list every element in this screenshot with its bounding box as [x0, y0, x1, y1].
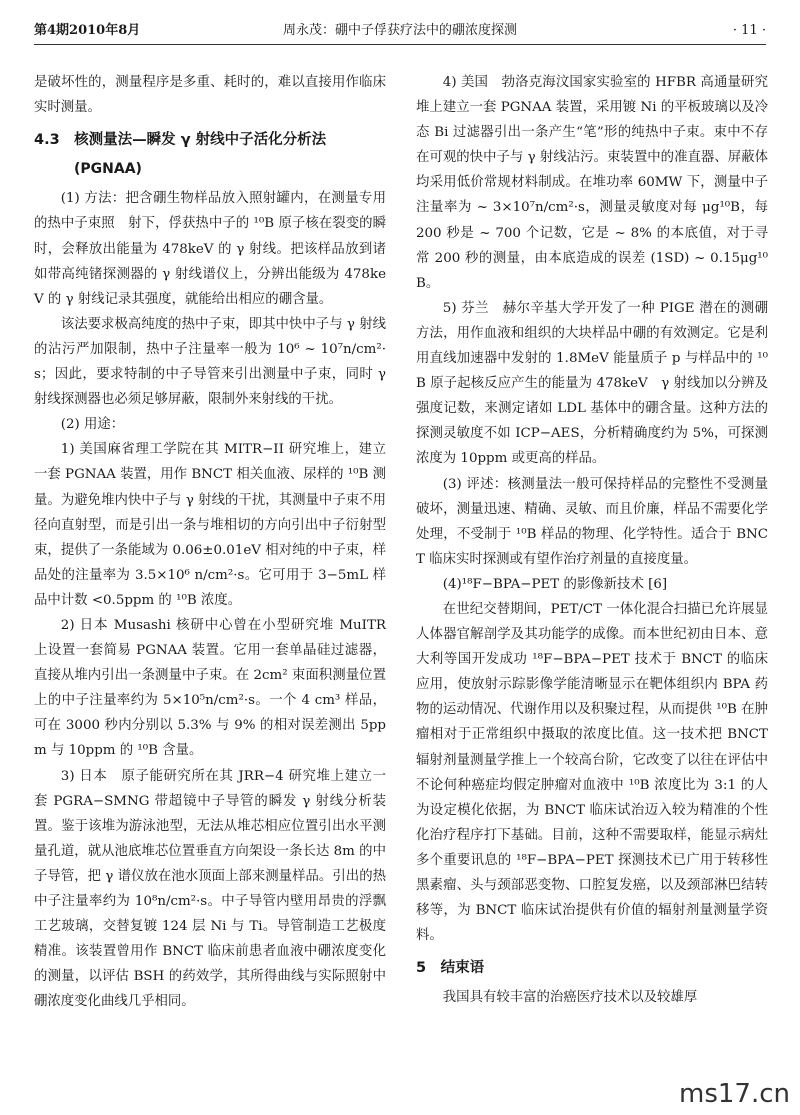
paragraph: 4) 美国 勃洛克海汶国家实验室的 HFBR 高通量研究堆上建立一套 PGNAA 装置，采用镀 Ni 的平板玻璃以及冷态 Bi 过滤器引出一条产生“笔”形的纯热中子束。束中不存在可观的快中子与 γ 射线沾污。束装置中的准直器、屏蔽体均采用低价常规材料制成。在堆功率 60MW 下，测量中子注量率为 ~ 3×10⁷n/cm²·s，测量灵敏度对每 μg¹⁰B，每 200 秒是 ~ 700 个记数，它是 ~ 8% 的本底值，对于寻常 200 秒的测量，由本底造成的误差 (1SD) ~ 0.15μg¹⁰B。	[416, 75, 768, 291]
paragraph: (2) 用途：	[60, 417, 125, 433]
paragraph: 在世纪交替期间，PET/CT 一体化混合扫描已允许展显人体器官解剖学及其功能学的成像。而本世纪初由日本、意大利等国开发成功 ¹⁸F−BPA−PET 技术于 BNCT 的临床应用，使放射示踪影像学能清晰显示在靶体组织内 BPA 药物的运动情况、代谢作用以及积聚过程，从而提供 ¹⁰B 在肿瘤相对于正常组织中摄取的浓度比值。这一技术把 BNCT 辐射剂量测量学推上一个较高台阶，它改变了以往在评估中不论何种癌症均假定肿瘤对血液中 ¹⁰B 浓度比为 3:1 的人为设定模化依据，为 BNCT 临床试治迈入较为精准的个性化治疗程序打下基础。目前，这种不需要取样，能显示病灶多个重要讯息的 ¹⁸F−BPA−PET 探测技术已广用于转移性黑素瘤、头与颈部恶变物、口腔复发癌，以及颈部淋巴结转移等，为 BNCT 临床试治提供有价值的辐射剂量测量学资料。	[416, 601, 768, 944]
paragraph: 3) 日本 原子能研究所在其 JRR−4 研究堆上建立一套 PGRA−SMNG 带超镜中子导管的瞬发 γ 射线分析装置。鉴于该堆为游泳池型，无法从堆芯相应位置引出水平测量孔道，就从池底堆芯位置垂直方向架设一条长达 8m 的中子导管，把 γ 谱仪放在池水顶面上部来测量样品。引出的热中子注量率约为 10⁸n/cm²·s。中子导管内壁用昂贵的浮飘工艺玻璃，交替复镀 124 层 Ni 与 Ti。导管制造工艺极度精准。该装置曾用作 BNCT 临床前患者血液中硼浓度变化的测量，以评估 BSH 的药效学，其所得曲线与实际照射中硼浓度变化曲线几乎相同。	[34, 768, 386, 1010]
section-heading: 4.3 核测量法—瞬发 γ 射线中子活化分析法	[34, 132, 327, 149]
watermark-text: ms17.cn	[679, 1079, 790, 1109]
paragraph: 1) 美国麻省理工学院在其 MITR−II 研究堆上，建立一套 PGNAA 装置，用作 BNCT 相关血液、尿样的 ¹⁰B 测量。为避免堆内快中子与 γ 射线的干扰，其测量中子束不用径向直射型，而是引出一条与堆相切的方向引出中子衍射型束，提供了一条能域为 0.06±0.01eV 相对纯的中子束，样品处的注量率为 3.5×10⁶ n/cm²·s。它可用于 3−5mL 样品中计数 <0.5ppm 的 ¹⁰B 浓度。	[34, 442, 386, 608]
paragraph: (1) 方法：把含硼生物样品放入照射罐内，在测量专用的热中子束照 射下，俘获热中子的 ¹⁰B 原子核在裂变的瞬时，会释放出能量为 478keV 的 γ 射线。把该样品放到诸如带高纯锗探测器的 γ 射线谱仪上，分辨出能级为 478keV 的 γ 射线记录其强度，就能给出相应的硼含量。	[34, 191, 386, 307]
section-heading: (PGNAA)	[74, 161, 142, 178]
page-number: · 11 ·	[732, 23, 766, 38]
issue-label: 第4期2010年8月	[34, 23, 141, 38]
paragraph: 5) 芬兰 赫尔辛基大学开发了一种 PIGE 潜在的测硼方法，用作血液和组织的大块样品中硼的有效测定。它是利用直线加速器中发射的 1.8MeV 能量质子 p 与样品中的 ¹⁰B 原子起核反应产生的能量为 478keV γ 射线加以分辨及强度记数，来测定诸如 LDL 基体中的硼含量。这种方法的探测灵敏度不如 ICP−AES，分析精确度约为 5%，可探测浓度为 10ppm 或更高的样品。	[416, 300, 768, 467]
running-header	[34, 18, 766, 45]
paragraph: (4)¹⁸F−BPA−PET 的影像新技术 [6]	[442, 576, 668, 592]
section-heading: 5 结束语	[416, 960, 485, 977]
paragraph: 是破坏性的，测量程序是多重、耗时的，难以直接用作临床实时测量。	[34, 75, 386, 116]
paragraph: (3) 评述：核测量法一般可保持样品的完整性不受测量破坏，测量迅速、精确、灵敏、而且价廉，样品不需要化学处理，不受制于 ¹⁰B 样品的物理、化学特性。适合于 BNCT 临床实时探测或有望作治疗剂量的直接度量。	[416, 476, 768, 567]
left-column	[34, 70, 386, 1014]
paragraph: 该法要求极高纯度的热中子束，即其中快中子与 γ 射线的沾污严加限制，热中子注量率一般为 10⁶ ~ 10⁷n/cm²·s；因此，要求特制的中子导管来引出测量中子束，同时 γ 射线探测器也必须足够屏蔽，限制外来射线的干扰。	[34, 316, 386, 408]
right-column	[416, 70, 768, 1010]
article-title-header: 周永茂：硼中子俘获疗法中的硼浓度探测	[282, 23, 517, 38]
paragraph: 我国具有较丰富的治癌医疗技术以及较雄厚	[442, 990, 698, 1006]
paragraph: 2) 日本 Musashi 核研中心曾在小型研究堆 MuITR 上设置一套简易 PGNAA 装置。它用一套单晶硅过滤器，直接从堆内引出一条测量中子束。在 2cm² 束面积测量位置上的中子注量率约为 5×10⁵n/cm²·s。一个 4 cm³ 样品，可在 3000 秒内分别以 5.3% 与 9% 的相对误差测出 5ppm 与 10ppm 的 ¹⁰B 含量。	[34, 617, 386, 759]
